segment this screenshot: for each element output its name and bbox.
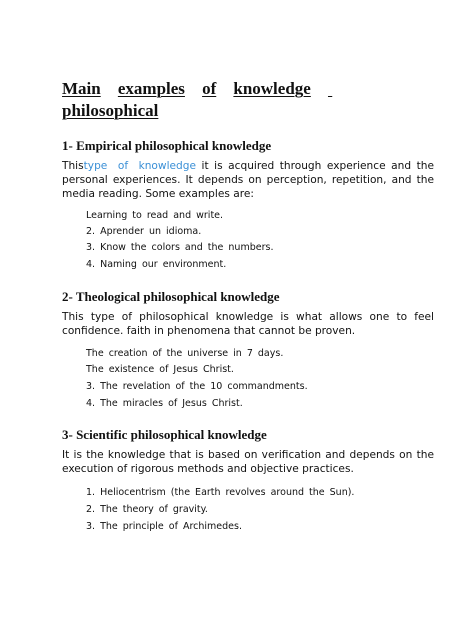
section-1-item-3: 3. Know the colors and the numbers. [86, 242, 274, 253]
title-underline-trail [328, 78, 418, 100]
section-2-item-3: 3. The revelation of the 10 commandments. [86, 381, 308, 392]
section-3-heading: 3- Scientific philosophical knowledge [62, 427, 267, 442]
document-title [62, 78, 418, 122]
section-3-paragraph: It is the knowledge that is based on verification and depends on the execution of rigorous methods and objective practices. [62, 449, 434, 475]
title-word-knowledge: knowledge [233, 79, 311, 98]
title-line-2: philosophical [62, 101, 159, 120]
section-2-heading: 2- Theological philosophical knowledge [62, 289, 280, 304]
section-3-item-2: 2. The theory of gravity. [86, 504, 208, 515]
section-1-paragraph [62, 159, 434, 201]
section-2-item-4: 4. The miracles of Jesus Christ. [86, 398, 243, 409]
section-1-text-before-link: This [62, 160, 84, 172]
title-word-of: of [202, 79, 217, 98]
section-1-heading: 1- Empirical philosophical knowledge [62, 138, 272, 153]
section-1-item-4: 4. Naming our environment. [86, 259, 227, 270]
title-word-main: Main [62, 79, 101, 98]
type-of-knowledge-link[interactable]: type of knowledge [83, 160, 197, 172]
section-3-item-1: 1. Heliocentrism (the Earth revolves around the Sun). [86, 487, 355, 498]
section-2-item-2: The existence of Jesus Christ. [86, 364, 234, 375]
section-3-item-3: 3. The principle of Archimedes. [86, 521, 242, 532]
section-1-item-1: Learning to read and write. [86, 210, 224, 221]
title-word-examples: examples [117, 79, 185, 98]
section-1-item-2: 2. Aprender un idioma. [86, 226, 202, 237]
section-1-text-after-link: it is acquired through experience and the personal experiences. It depends on perception, repetition, and the media reading. Some examples are: [62, 160, 434, 200]
section-2-paragraph: This type of philosophical knowledge is what allows one to feel confidence. faith in phenomena that cannot be proven. [62, 311, 434, 337]
section-2-item-1: The creation of the universe in 7 days. [86, 348, 284, 359]
title-line-1 [62, 78, 418, 100]
